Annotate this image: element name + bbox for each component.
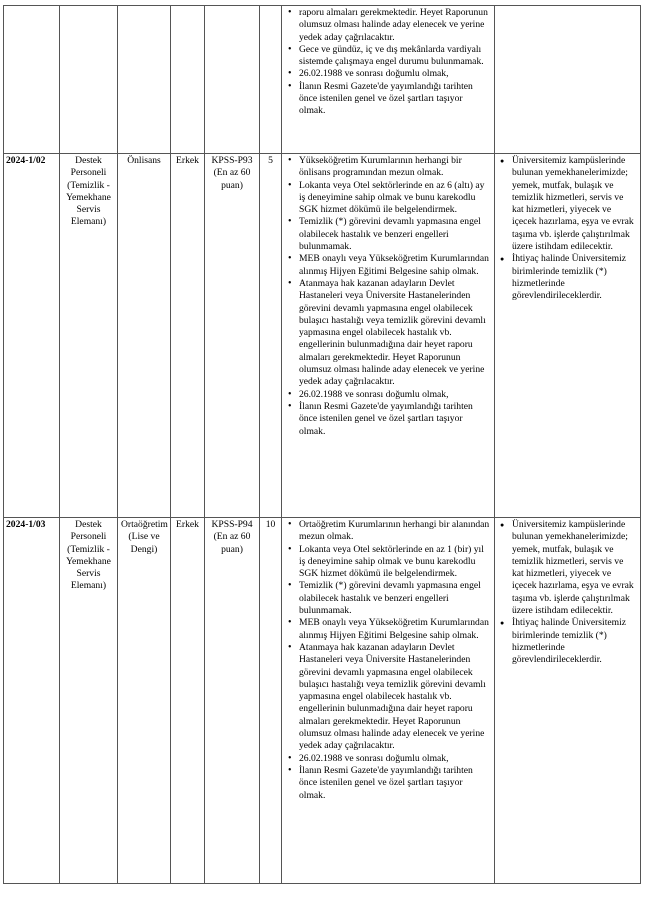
- requirements-cell: [282, 154, 495, 518]
- notes-list: [498, 155, 637, 303]
- position-title: [60, 6, 118, 154]
- table-row: [4, 6, 641, 154]
- list-item: ● Üniversitemiz kampüslerinde bulunan yemekhanelerimizde; yemek, mutfak, bulaşık ve temizlik hizmetleri, servis ve kat hizmetleri, yiyecek ve içecek hazırlama, eşya ve evrak taşıma vb. işlerde çalıştırılmak üzere istihdam edilecektir.: [512, 155, 637, 253]
- gender: [171, 6, 205, 154]
- notes-cell: [495, 6, 641, 154]
- list-item: • Gece ve gündüz, iç ve dış mekânlarda vardiyalı sistemde çalışmaya engel durumu bulunmamak.: [299, 44, 491, 69]
- list-item: • 26.02.1988 ve sonrası doğumlu olmak,: [299, 68, 491, 80]
- education-level: Ortaöğretim (Lise ve Dengi): [118, 518, 171, 884]
- table-row: [4, 154, 641, 518]
- position-title: Destek Personeli (Temizlik - Yemekhane Servis Elemanı): [60, 518, 118, 884]
- list-item: • Lokanta veya Otel sektörlerinde en az 6 (altı) ay iş deneyimine sahip olmak ve bunu karekodlu SGK hizmet dökümü ile belgelendirmek.: [299, 180, 491, 217]
- kpss-score: KPSS-P94 (En az 60 puan): [205, 518, 260, 884]
- job-listing-table: [3, 5, 641, 884]
- requirements-list: [285, 155, 491, 438]
- position-count: 10: [260, 518, 282, 884]
- notes-list: [498, 519, 637, 667]
- list-item: ● İhtiyaç halinde Üniversitemiz birimlerinde temizlik (*) hizmetlerinde görevlendirileceklerdir.: [512, 617, 637, 666]
- list-item: • MEB onaylı veya Yükseköğretim Kurumlarından alınmış Hijyen Eğitimi Belgesine sahip olmak.: [299, 617, 491, 642]
- position-count: 5: [260, 154, 282, 518]
- list-item: • Atanmaya hak kazanan adayların Devlet Hastaneleri veya Üniversite Hastanelerinden görevini devamlı yapmasına engel olabilecek bulaşıcı hastalığı veya temizlik görevini devamlı yapmasına engel olabilecek hastalık vb. engellerinin bulunmadığına dair heyet raporu almaları gerekmektedir. Heyet Raporunun olumsuz olması halinde aday elenecek ve yerine yedek aday çağrılacaktır.: [299, 642, 491, 753]
- list-item: ● Üniversitemiz kampüslerinde bulunan yemekhanelerimizde; yemek, mutfak, bulaşık ve temizlik hizmetleri, servis ve kat hizmetleri, yiyecek ve içecek hazırlama, eşya ve evrak taşıma vb. işlerde çalıştırılmak üzere istihdam edilecektir.: [512, 519, 637, 617]
- position-title: Destek Personeli (Temizlik - Yemekhane Servis Elemanı): [60, 154, 118, 518]
- gender: Erkek: [171, 154, 205, 518]
- kpss-score: KPSS-P93 (En az 60 puan): [205, 154, 260, 518]
- position-count: [260, 6, 282, 154]
- list-item: • MEB onaylı veya Yükseköğretim Kurumlarından alınmış Hijyen Eğitimi Belgesine sahip olmak.: [299, 253, 491, 278]
- requirements-list: [285, 519, 491, 802]
- requirements-cell: [282, 518, 495, 884]
- list-item: • raporu almaları gerekmektedir. Heyet Raporunun olumsuz olması halinde aday elenecek ve yerine yedek aday çağrılacaktır.: [299, 7, 491, 44]
- education-level: Önlisans: [118, 154, 171, 518]
- list-item: • Ortaöğretim Kurumlarının herhangi bir alanından mezun olmak.: [299, 519, 491, 544]
- list-item: • Lokanta veya Otel sektörlerinde en az 1 (bir) yıl iş deneyimine sahip olmak ve bunu karekodlu SGK hizmet dökümü ile belgelendirmek.: [299, 544, 491, 581]
- position-code: 2024-1/02: [4, 154, 60, 518]
- list-item: • İlanın Resmi Gazete'de yayımlandığı tarihten önce istenilen genel ve özel şartları taşıyor olmak.: [299, 765, 491, 802]
- list-item: • İlanın Resmi Gazete'de yayımlandığı tarihten önce istenilen genel ve özel şartları taşıyor olmak.: [299, 81, 491, 118]
- gender: Erkek: [171, 518, 205, 884]
- list-item: • Temizlik (*) görevini devamlı yapmasına engel olabilecek hastalık ve benzeri engelleri bulunmamak.: [299, 216, 491, 253]
- kpss-score: [205, 6, 260, 154]
- list-item: • Atanmaya hak kazanan adayların Devlet Hastaneleri veya Üniversite Hastanelerinden görevini devamlı yapmasına engel olabilecek bulaşıcı hastalığı veya temizlik görevini devamlı yapmasına engel olabilecek hastalık vb. engellerinin bulunmadığına dair heyet raporu almaları gerekmektedir. Heyet Raporunun olumsuz olması halinde aday elenecek ve yerine yedek aday çağrılacaktır.: [299, 278, 491, 389]
- list-item: • 26.02.1988 ve sonrası doğumlu olmak,: [299, 753, 491, 765]
- position-code: [4, 6, 60, 154]
- requirements-cell: [282, 6, 495, 154]
- table-row: [4, 518, 641, 884]
- education-level: [118, 6, 171, 154]
- list-item: • İlanın Resmi Gazete'de yayımlandığı tarihten önce istenilen genel ve özel şartları taşıyor olmak.: [299, 401, 491, 438]
- list-item: • Temizlik (*) görevini devamlı yapmasına engel olabilecek hastalık ve benzeri engelleri bulunmamak.: [299, 580, 491, 617]
- list-item: ● İhtiyaç halinde Üniversitemiz birimlerinde temizlik (*) hizmetlerinde görevlendirileceklerdir.: [512, 253, 637, 302]
- requirements-list: [285, 7, 491, 118]
- list-item: • Yükseköğretim Kurumlarının herhangi bir önlisans programından mezun olmak.: [299, 155, 491, 180]
- list-item: • 26.02.1988 ve sonrası doğumlu olmak,: [299, 389, 491, 401]
- notes-cell: [495, 154, 641, 518]
- notes-cell: [495, 518, 641, 884]
- position-code: 2024-1/03: [4, 518, 60, 884]
